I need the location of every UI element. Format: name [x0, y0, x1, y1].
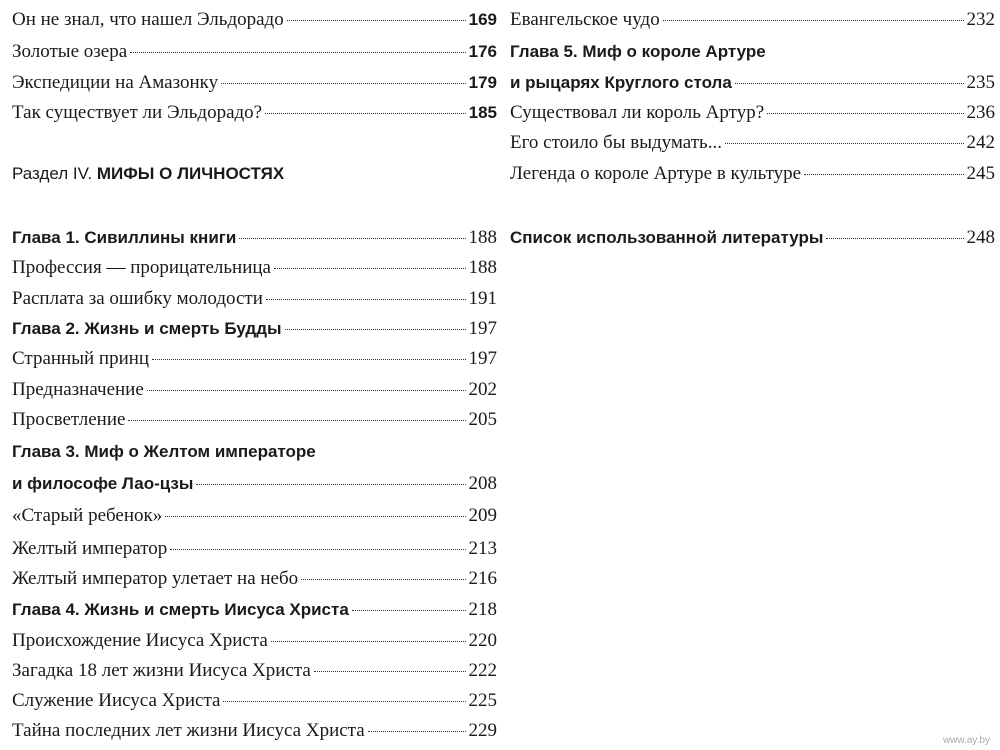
entry-page: 209 [468, 505, 497, 526]
toc-entry [12, 378, 497, 402]
entry-page: 242 [966, 132, 995, 153]
entry-page: 185 [468, 103, 497, 122]
toc-entry [510, 101, 995, 125]
entry-title: Глава 4. Жизнь и смерть Иисуса Христа [12, 600, 349, 619]
entry-title: Существовал ли король Артур? [510, 102, 765, 123]
entry-title: Список использованной литературы [510, 228, 824, 247]
dot-leader [287, 20, 466, 21]
toc-entry [510, 162, 995, 186]
entry-page: 248 [966, 227, 995, 248]
toc-entry [12, 659, 497, 683]
entry-page: 205 [468, 409, 497, 430]
dot-leader [152, 359, 465, 360]
entry-title: Странный принц [12, 348, 150, 369]
dot-leader [147, 390, 466, 391]
entry-title: Служение Иисуса Христа [12, 690, 221, 711]
dot-leader [221, 83, 466, 84]
chapter-entry [12, 317, 497, 341]
entry-page: 169 [468, 10, 497, 29]
chapter-entry [12, 226, 497, 250]
entry-page: 191 [468, 288, 497, 309]
toc-entry [12, 719, 497, 743]
entry-page: 202 [468, 379, 497, 400]
toc-entry [12, 504, 497, 528]
entry-title: Его стоило бы выдумать... [510, 132, 722, 153]
entry-title: Так существует ли Эльдорадо? [12, 102, 263, 123]
dot-leader [128, 420, 465, 421]
dot-leader [368, 731, 466, 732]
toc-entry [12, 537, 497, 561]
entry-page: 188 [468, 257, 497, 278]
entry-page: 218 [468, 599, 497, 620]
entry-title: «Старый ребенок» [12, 505, 163, 526]
dot-leader [285, 329, 466, 330]
toc-entry [12, 287, 497, 311]
entry-page: 197 [468, 318, 497, 339]
entry-title: Евангельское чудо [510, 9, 660, 30]
entry-title: Происхождение Иисуса Христа [12, 630, 268, 651]
entry-title: Глава 5. Миф о короле Артуре [510, 42, 766, 61]
chapter-entry [12, 472, 497, 496]
entry-page: 225 [468, 690, 497, 711]
entry-page: 213 [468, 538, 497, 559]
chapter-entry [510, 71, 995, 95]
dot-leader [804, 174, 963, 175]
entry-title: и рыцарях Круглого стола [510, 73, 732, 92]
dot-leader [767, 113, 963, 114]
entry-title: Экспедиции на Амазонку [12, 72, 219, 93]
toc-entry [12, 8, 497, 32]
dot-leader [196, 484, 465, 485]
bibliography-entry [510, 226, 995, 250]
chapter-entry [510, 40, 995, 64]
toc-entry [12, 101, 497, 125]
entry-page: 216 [468, 568, 497, 589]
entry-page: 176 [468, 42, 497, 61]
entry-title: Легенда о короле Артуре в культуре [510, 163, 802, 184]
entry-title: Предназначение [12, 379, 144, 400]
entry-title: Он не знал, что нашел Эльдорадо [12, 9, 284, 30]
toc-entry [12, 40, 497, 64]
toc-entry [12, 408, 497, 432]
dot-leader [663, 20, 964, 21]
entry-page: 222 [468, 660, 497, 681]
dot-leader [170, 549, 465, 550]
section-heading [12, 162, 497, 186]
dot-leader [274, 268, 466, 269]
toc-entry [12, 347, 497, 371]
section-prefix: Раздел IV. [12, 164, 93, 183]
dot-leader [352, 610, 466, 611]
toc-entry [12, 689, 497, 713]
toc-entry [12, 71, 497, 95]
toc-entry [12, 629, 497, 653]
chapter-entry [12, 598, 497, 622]
entry-page: 197 [468, 348, 497, 369]
dot-leader [239, 238, 465, 239]
entry-page: 179 [468, 73, 497, 92]
entry-page: 188 [468, 227, 497, 248]
dot-leader [301, 579, 465, 580]
dot-leader [271, 641, 466, 642]
toc-entry [12, 567, 497, 591]
entry-title: Золотые озера [12, 41, 128, 62]
dot-leader [725, 143, 964, 144]
watermark-text: www.ay.by [942, 735, 990, 746]
entry-title: Желтый император [12, 538, 168, 559]
entry-title: Загадка 18 лет жизни Иисуса Христа [12, 660, 311, 681]
entry-title: Профессия — прорицательница [12, 257, 271, 278]
toc-entry [510, 131, 995, 155]
dot-leader [223, 701, 465, 702]
entry-page: 232 [966, 9, 995, 30]
dot-leader [735, 83, 964, 84]
dot-leader [826, 238, 963, 239]
entry-title: Тайна последних лет жизни Иисуса Христа [12, 720, 365, 741]
entry-title: Глава 1. Сивиллины книги [12, 228, 237, 247]
entry-page: 245 [966, 163, 995, 184]
dot-leader [314, 671, 466, 672]
entry-title: Расплата за ошибку молодости [12, 288, 263, 309]
entry-title: Глава 3. Миф о Желтом императоре [12, 442, 316, 461]
entry-page: 229 [468, 720, 497, 741]
toc-entry [510, 8, 995, 32]
entry-title: и философе Лао-цзы [12, 474, 194, 493]
entry-page: 220 [468, 630, 497, 651]
entry-page: 235 [966, 72, 995, 93]
section-title: МИФЫ О ЛИЧНОСТЯХ [96, 164, 285, 183]
entry-title: Желтый император улетает на небо [12, 568, 299, 589]
dot-leader [165, 516, 465, 517]
entry-title: Просветление [12, 409, 126, 430]
entry-page: 236 [966, 102, 995, 123]
dot-leader [266, 299, 466, 300]
toc-entry [12, 256, 497, 280]
entry-page: 208 [468, 473, 497, 494]
entry-title: Глава 2. Жизнь и смерть Будды [12, 319, 282, 338]
dot-leader [265, 113, 466, 114]
chapter-entry [12, 440, 497, 464]
dot-leader [130, 52, 466, 53]
